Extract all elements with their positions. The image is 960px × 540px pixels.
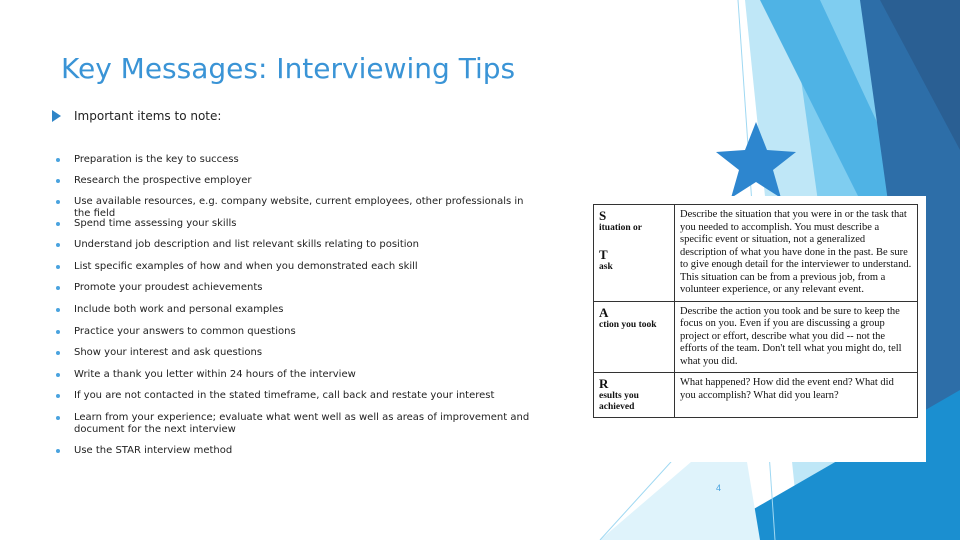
- list-item: Preparation is the key to success: [56, 154, 534, 166]
- bullet-icon: [56, 308, 60, 312]
- list-item: Understand job description and list relevant skills relating to position: [56, 239, 534, 251]
- situation-task-cell: S ituation or T ask: [594, 205, 675, 302]
- bullet-icon: [56, 373, 60, 377]
- list-item: Spend time assessing your skills: [56, 218, 534, 230]
- results-cell: R esults you achieved: [594, 373, 675, 418]
- table-row: [594, 373, 918, 418]
- list-item: Show your interest and ask questions: [56, 347, 534, 359]
- action-cell: A ction you took: [594, 301, 675, 373]
- bullet-icon: [56, 449, 60, 453]
- list-item: Practice your answers to common questions: [56, 326, 534, 338]
- list-item: List specific examples of how and when you demonstrated each skill: [56, 261, 534, 273]
- bullet-icon: [56, 394, 60, 398]
- bullet-icon: [56, 416, 60, 420]
- results-description: What happened? How did the event end? What did you accomplish? What did you learn?: [675, 373, 918, 418]
- table-row: [594, 301, 918, 373]
- situation-task-description: Describe the situation that you were in or the task that you needed to accomplish. You must describe a specific event or situation, not a generalized description of what you have done in the past. Be sure to give enough detail for the interviewer to understand. This situation can be from a previous job, from a volunteer experience, or any relevant event.: [675, 205, 918, 302]
- bullet-icon: [56, 330, 60, 334]
- action-description: Describe the action you took and be sure to keep the focus on you. Even if you are discussing a group project or effort, describe what you did -- not the efforts of the team. Don't tell what you might do, tell what you did.: [675, 301, 918, 373]
- bullet-icon: [56, 179, 60, 183]
- bullet-icon: [56, 286, 60, 290]
- bullet-icon: [56, 265, 60, 269]
- list-item: Promote your proudest achievements: [56, 282, 534, 294]
- page-number: 4: [716, 483, 722, 493]
- bullet-icon: [56, 222, 60, 226]
- list-item: Research the prospective employer: [56, 175, 534, 187]
- list-item: Use the STAR interview method: [56, 445, 534, 457]
- list-item: Include both work and personal examples: [56, 304, 534, 316]
- bullet-icon: [56, 351, 60, 355]
- list-item: Write a thank you letter within 24 hours of the interview: [56, 369, 534, 381]
- list-item: If you are not contacted in the stated timeframe, call back and restate your interest: [56, 390, 534, 402]
- bullet-icon: [56, 158, 60, 162]
- bullet-icon: [56, 243, 60, 247]
- list-item: Use available resources, e.g. company website, current employees, other professionals in the field: [56, 196, 534, 220]
- slide-title: Key Messages: Interviewing Tips: [61, 52, 516, 85]
- subheader: [52, 109, 221, 123]
- subheader-text: Important items to note:: [74, 109, 222, 123]
- bullet-icon: [56, 200, 60, 204]
- arrow-bullet-icon: [52, 110, 61, 122]
- star-method-table: [590, 196, 926, 462]
- table-row: [594, 205, 918, 302]
- list-item: Learn from your experience; evaluate what went well as well as areas of improvement and document for the next interview: [56, 412, 534, 436]
- star-table: [593, 204, 918, 418]
